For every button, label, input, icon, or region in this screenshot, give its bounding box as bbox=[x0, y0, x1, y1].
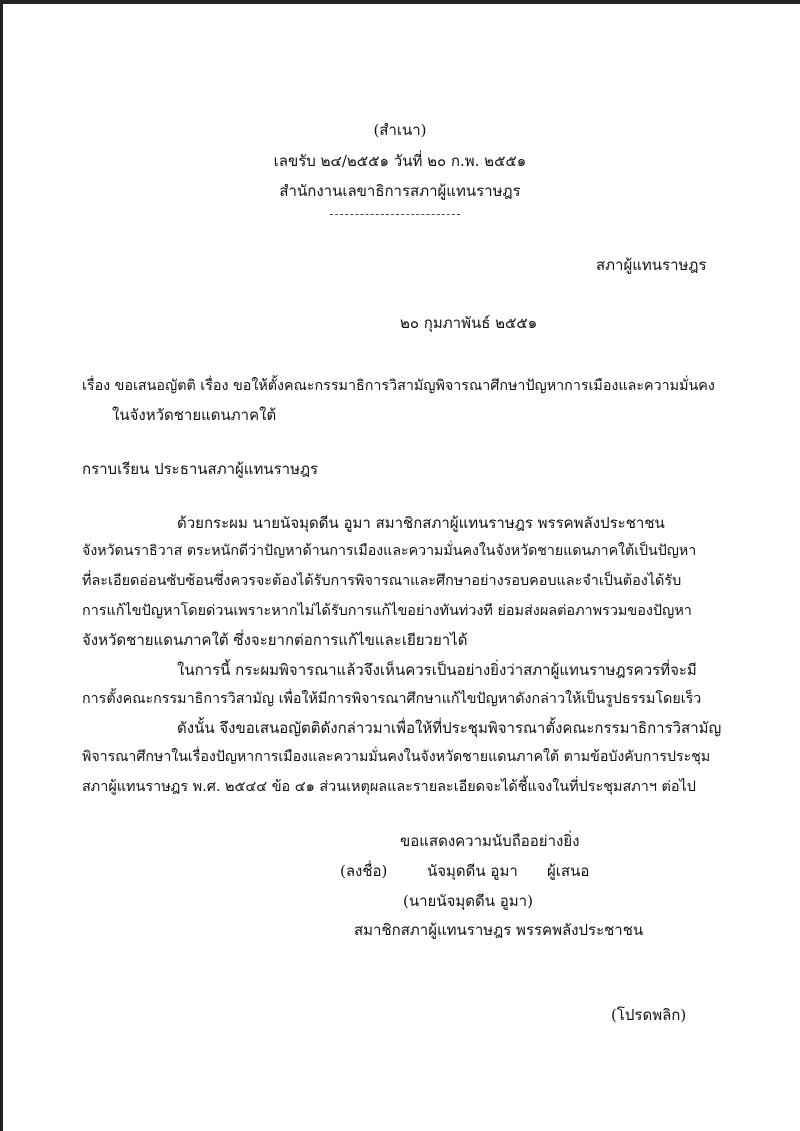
signature-role: ผู้เสนอ bbox=[547, 862, 590, 880]
office-name: สำนักงานเลขาธิการสภาผู้แทนราษฎร bbox=[279, 182, 521, 200]
body-p3-line-1: ดังนั้น จึงขอเสนอญัตติดังกล่าวมาเพื่อให้ที่ประชุมพิจารณาตั้งคณะกรรมาธิการวิสามัญ bbox=[177, 719, 722, 737]
body-p1-line-4: การแก้ไขปัญหาโดยด่วนเพราะหากไม่ได้รับการแก้ไขอย่างทันท่วงที ย่อมส่งผลต่อภาพรวมของปัญหา bbox=[82, 603, 692, 619]
body-p2-line-2: การตั้งคณะกรรมาธิการวิสามัญ เพื่อให้มีการพิจารณาศึกษาแก้ไขปัญหาดังกล่าวให้เป็นรูปธรรมโดยเร็ว bbox=[82, 691, 702, 707]
closing-regards: ขอแสดงความนับถืออย่างยิ่ง bbox=[400, 832, 580, 850]
recipient-org: สภาผู้แทนราษฎร bbox=[596, 256, 707, 274]
scan-border-top bbox=[0, 0, 800, 4]
header-separator bbox=[330, 214, 460, 215]
body-p1-line-3: ที่ละเอียดอ่อนซับซ้อนซึ่งควรจะต้องได้รับการพิจารณาและศึกษาอย่างรอบคอบและจำเป็นต้องได้รับ bbox=[82, 573, 682, 589]
subject-line-1: เรื่อง ขอเสนอญัตติ เรื่อง ขอให้ตั้งคณะกรรมาธิการวิสามัญพิจารณาศึกษาปัญหาการเมืองและความมั่นคง bbox=[82, 378, 715, 394]
signature-name: นัจมุดดีน อูมา bbox=[427, 862, 518, 880]
signer-printed-name: (นายนัจมุดดีน อูมา) bbox=[403, 892, 533, 910]
document-date: ๒๐ กุมภาพันธ์ ๒๕๕๑ bbox=[400, 314, 538, 332]
receipt-line: เลขรับ ๒๔/๒๕๕๑ วันที่ ๒๐ ก.พ. ๒๕๕๑ bbox=[273, 152, 527, 170]
salutation: กราบเรียน ประธานสภาผู้แทนราษฎร bbox=[82, 460, 319, 478]
signature-prefix: (ลงชื่อ) bbox=[340, 862, 388, 880]
body-p3-line-3: สภาผู้แทนราษฎร พ.ศ. ๒๕๔๔ ข้อ ๔๑ ส่วนเหตุผลและรายละเอียดจะได้ชี้แจงในที่ประชุมสภาฯ ต่อไป bbox=[82, 779, 696, 795]
subject-line-2: ในจังหวัดชายแดนภาคใต้ bbox=[112, 406, 277, 424]
body-p3-line-2: พิจารณาศึกษาในเรื่องปัญหาการเมืองและความมั่นคงในจังหวัดชายแดนภาคใต้ ตามข้อบังคับการประชุม bbox=[82, 749, 711, 765]
body-p1-line-1: ด้วยกระผม นายนัจมุดดีน อูมา สมาชิกสภาผู้แทนราษฎร พรรคพลังประชาชน bbox=[177, 514, 665, 532]
signer-position: สมาชิกสภาผู้แทนราษฎร พรรคพลังประชาชน bbox=[354, 921, 644, 939]
copy-label: (สำเนา) bbox=[373, 121, 427, 139]
page-turn-note: (โปรดพลิก) bbox=[611, 1006, 687, 1024]
body-p1-line-2: จังหวัดนราธิวาส ตระหนักดีว่าปัญหาด้านการเมืองและความมั่นคงในจังหวัดชายแดนภาคใต้เป็นปัญหา bbox=[82, 543, 697, 559]
body-p1-line-5: จังหวัดชายแดนภาคใต้ ซึ่งจะยากต่อการแก้ไขและเยียวยาได้ bbox=[82, 631, 468, 649]
body-p2-line-1: ในการนี้ กระผมพิจารณาแล้วจึงเห็นควรเป็นอย่างยิ่งว่าสภาผู้แทนราษฎรควรที่จะมี bbox=[177, 661, 697, 679]
